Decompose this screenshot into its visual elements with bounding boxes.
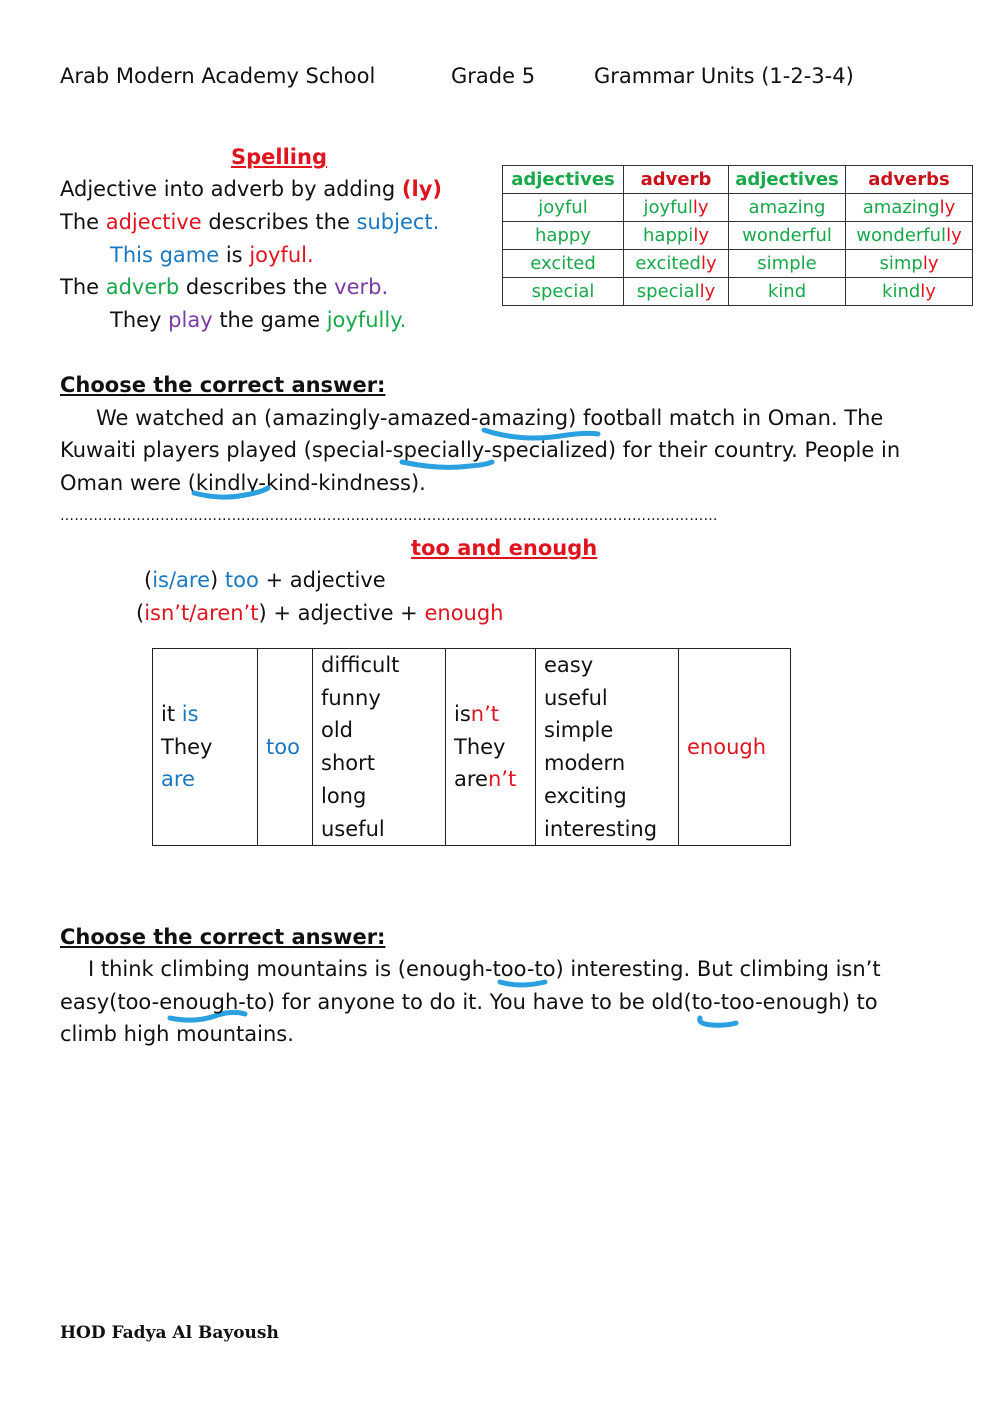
text [161,698,249,731]
too-enough-title: too and enough [411,536,598,560]
dotted-separator: ………………………………………………………………………………………………………………………… [60,508,718,524]
text: exciting [544,783,627,808]
cell: special [503,278,624,306]
text: ( [136,601,145,625]
text: + adjective [258,568,386,592]
text: ly [946,225,962,246]
spelling-title: Spelling [231,145,327,169]
text: simp [879,253,923,274]
text: the game [212,308,327,332]
negative-subject-cell [446,649,536,846]
header-cell: adjectives [729,166,846,194]
text: is [181,702,199,727]
text: The [60,210,106,234]
footer-hod: HOD Fadya Al Bayoush [60,1323,279,1343]
text: interesting [544,816,658,841]
text: ly [700,253,717,274]
text-subject: subject [356,210,433,234]
cell: kind [729,278,846,306]
exercise2-title: Choose the correct answer: [60,925,386,949]
highlight-too [500,982,545,985]
text: ) + adjective + [258,601,425,625]
text: happi [643,225,694,246]
text-adjective: adjective [105,210,202,234]
text: modern [544,751,626,776]
text: play [168,308,213,332]
exercise2-line3: climb high mountains. [60,1022,294,1046]
rule-suffix: (ly) [401,177,443,201]
exercise1-line3: Oman were (kindly-kind-kindness). [60,471,426,495]
text: short [321,751,375,776]
text: describes the [201,210,357,234]
text: . [432,210,440,234]
exercise1-line2: Kuwaiti players played (special-specially-specialized) for their country. People in [60,438,901,462]
text: is [219,243,250,267]
text: The [60,275,106,299]
cell: amazing [729,194,846,222]
text: useful [544,685,608,710]
adjectives-too-cell [313,649,446,846]
text: joyfully. [326,308,407,332]
text: joyful [643,197,693,218]
text: long [321,783,367,808]
text: easy [544,653,594,677]
text: simple [544,718,614,743]
cell: wonderful [729,222,846,250]
cell: joyful [503,194,624,222]
text-verb: verb. [334,275,389,299]
text [454,763,527,796]
text: ly [922,253,939,274]
text: describes the [179,275,335,299]
text: ) [210,568,225,592]
text: This game [110,243,220,267]
exercise1-line1: We watched an (amazingly-amazed-amazing) football match in Oman. The [96,406,884,430]
text-adverb: adverb [105,275,180,299]
highlight-amazing [484,430,598,438]
text: wonderful [856,225,947,246]
cell: happy [503,222,624,250]
text: difficult [321,653,400,677]
header-units: Grammar Units (1-2-3-4) [594,64,854,88]
text: joyful. [249,243,314,267]
too-enough-table [152,648,791,846]
text: amazing [862,197,940,218]
header-cell: adjectives [503,166,624,194]
exercise2-line2: easy(too-enough-to) for anyone to do it. You have to be old(to-too-enough) to [60,990,878,1014]
table-row [153,649,791,846]
adjectives-enough-cell [536,649,679,846]
header-cell: adverbs [846,166,973,194]
text: are [161,767,195,792]
text: n’t [470,702,499,727]
highlight-kindly [194,488,268,497]
text: isn’t/aren’t [144,601,259,625]
formula-too [144,568,386,592]
header-grade: Grade 5 [451,64,536,88]
text: ( [144,568,153,592]
text: too [224,568,259,592]
cell: simple [729,250,846,278]
header-cell: adverb [624,166,729,194]
text: ly [693,225,709,246]
text: excited [635,253,701,274]
header-school: Arab Modern Academy School [60,64,376,88]
text: enough [424,601,504,625]
text: They [110,308,169,332]
text: They [454,734,506,759]
text: ly [939,197,956,218]
exercise2-line1: I think climbing mountains is (enough-too-to) interesting. But climbing isn’t [88,957,881,981]
text [454,698,527,731]
exercise1-title: Choose the correct answer: [60,373,386,397]
too-cell: too [258,649,313,846]
text: are [454,767,488,792]
text: ly [699,281,716,302]
highlight-to [700,1018,736,1025]
cell: excited [503,250,624,278]
text: old [321,718,354,743]
text: is/are [152,568,211,592]
text: ly [920,281,936,302]
text: kind [882,281,921,302]
text: is [454,702,471,727]
text: funny [321,685,381,710]
rule-text: Adjective into adverb by adding [60,177,402,201]
text: They [161,734,213,759]
text: special [636,281,700,302]
subject-cell [153,649,258,846]
text: it [161,702,182,727]
text: ly [692,197,709,218]
text: useful [321,816,385,841]
formula-enough [136,601,504,625]
enough-cell: enough [679,649,791,846]
highlight-specially [402,462,492,467]
text: n’t [487,767,517,792]
